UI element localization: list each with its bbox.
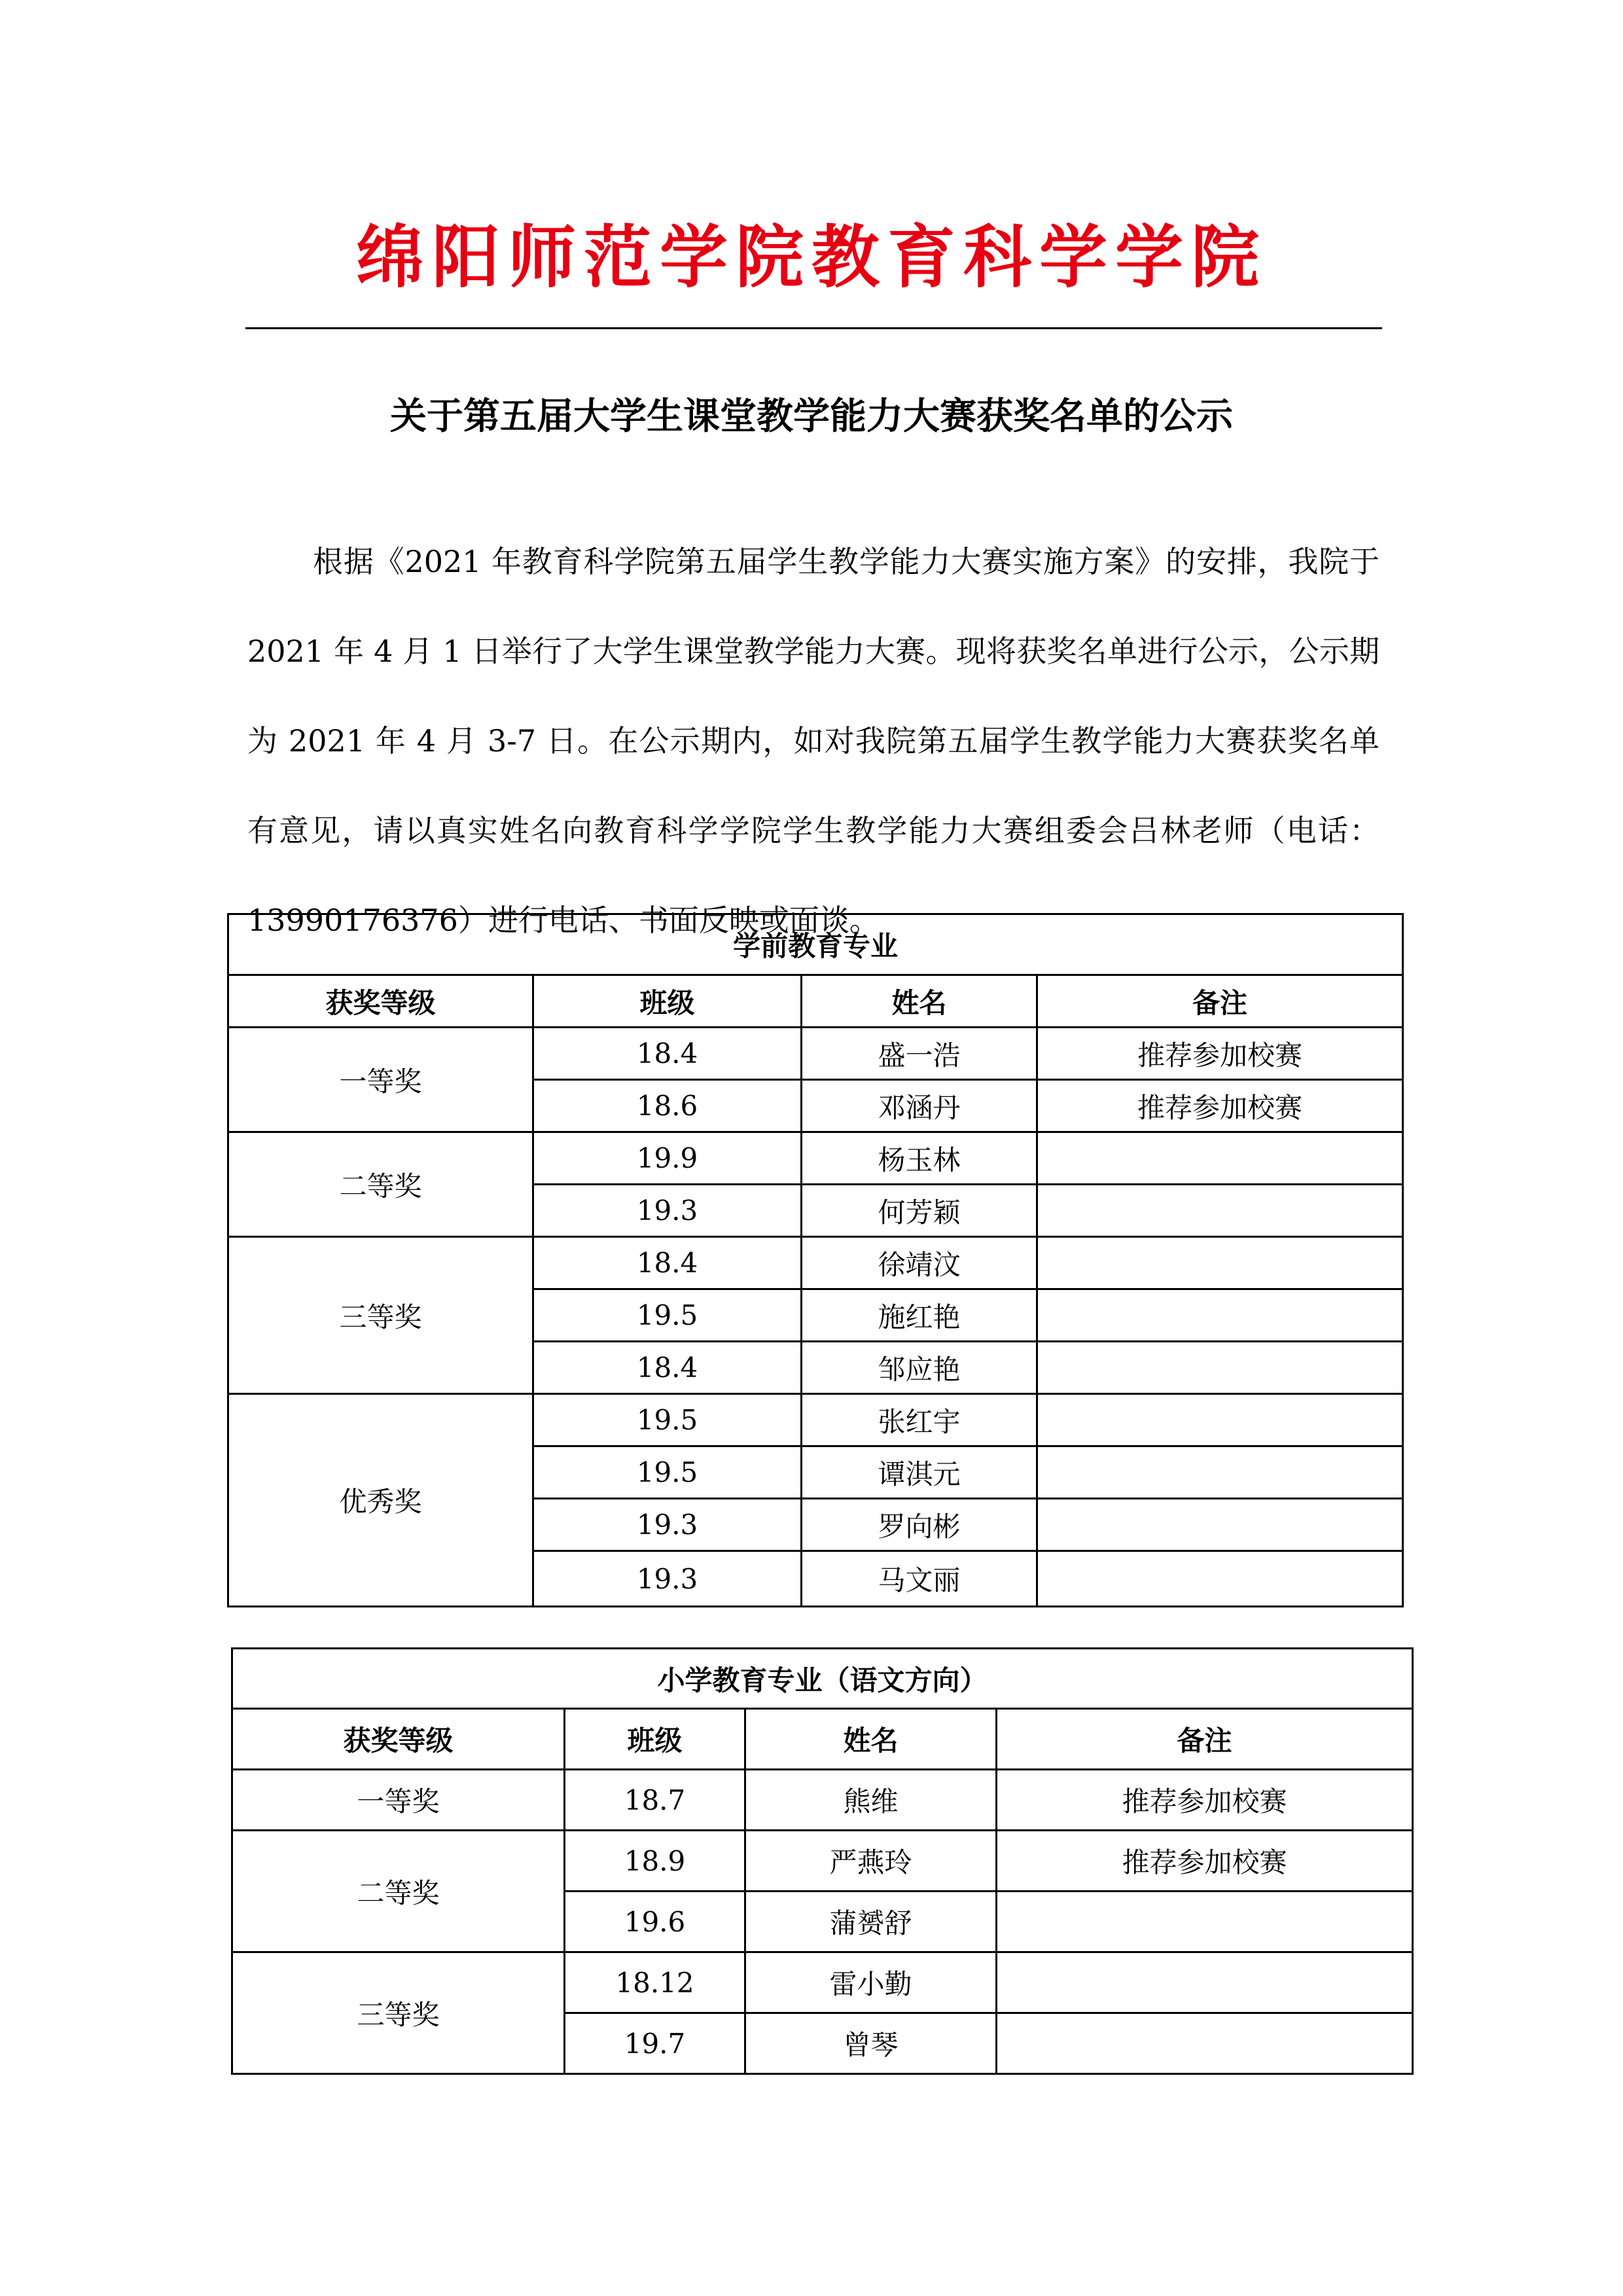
note-cell (997, 1952, 1413, 2013)
name-cell: 张红宇 (802, 1394, 1037, 1446)
award-level-cell: 优秀奖 (228, 1394, 533, 1607)
award-level-cell: 三等奖 (232, 1952, 565, 2074)
note-cell (1037, 1551, 1403, 1607)
name-cell: 邹应艳 (802, 1342, 1037, 1394)
note-cell (997, 2013, 1413, 2074)
class-cell: 18.12 (565, 1952, 745, 2013)
class-cell: 18.4 (533, 1237, 802, 1289)
table-row (232, 1831, 1413, 1892)
name-cell: 徐靖汶 (802, 1237, 1037, 1289)
class-cell: 19.5 (533, 1289, 802, 1342)
document-title: 关于第五届大学生课堂教学能力大赛获奖名单的公示 (390, 395, 1233, 438)
table-row (232, 1952, 1413, 2013)
name-cell: 曾琴 (745, 2013, 997, 2074)
name-cell: 马文丽 (802, 1551, 1037, 1607)
table-caption: 学前教育专业 (228, 914, 1403, 975)
name-cell: 施红艳 (802, 1289, 1037, 1342)
class-cell: 19.5 (533, 1446, 802, 1499)
name-cell: 罗向彬 (802, 1499, 1037, 1551)
name-cell: 严燕玲 (745, 1831, 997, 1892)
table-caption: 小学教育专业（语文方向） (232, 1649, 1413, 1709)
note-cell: 推荐参加校赛 (1037, 1080, 1403, 1132)
name-cell: 邓涵丹 (802, 1080, 1037, 1132)
class-cell: 18.6 (533, 1080, 802, 1132)
class-cell: 19.5 (533, 1394, 802, 1446)
class-cell: 19.7 (565, 2013, 745, 2074)
note-cell (1037, 1237, 1403, 1289)
table-row (228, 1237, 1403, 1289)
note-cell (1037, 1394, 1403, 1446)
award-level-cell: 三等奖 (228, 1237, 533, 1394)
class-cell: 19.9 (533, 1132, 802, 1185)
class-cell: 18.4 (533, 1028, 802, 1080)
note-cell (1037, 1132, 1403, 1185)
award-table-primary-chinese (231, 1647, 1414, 2075)
note-cell (997, 1892, 1413, 1952)
class-cell: 18.4 (533, 1342, 802, 1394)
class-cell: 19.3 (533, 1185, 802, 1237)
note-cell (1037, 1289, 1403, 1342)
table-row (228, 1028, 1403, 1080)
column-header-name: 姓名 (802, 975, 1037, 1028)
column-header-note: 备注 (997, 1709, 1413, 1770)
note-cell (1037, 1185, 1403, 1237)
class-cell: 19.3 (533, 1499, 802, 1551)
class-cell: 19.3 (533, 1551, 802, 1607)
name-cell: 雷小勤 (745, 1952, 997, 2013)
column-header-level: 获奖等级 (228, 975, 533, 1028)
award-level-cell: 一等奖 (228, 1028, 533, 1132)
note-cell: 推荐参加校赛 (997, 1831, 1413, 1892)
note-cell: 推荐参加校赛 (997, 1770, 1413, 1831)
note-cell (1037, 1446, 1403, 1499)
column-header-name: 姓名 (745, 1709, 997, 1770)
note-cell (1037, 1499, 1403, 1551)
class-cell: 18.9 (565, 1831, 745, 1892)
header-divider (245, 327, 1382, 329)
class-cell: 19.6 (565, 1892, 745, 1952)
column-header-level: 获奖等级 (232, 1709, 565, 1770)
note-cell: 推荐参加校赛 (1037, 1028, 1403, 1080)
name-cell: 熊维 (745, 1770, 997, 1831)
table-row (232, 1770, 1413, 1831)
table-row (228, 1394, 1403, 1446)
award-level-cell: 一等奖 (232, 1770, 565, 1831)
name-cell: 谭淇元 (802, 1446, 1037, 1499)
award-table-preschool (227, 913, 1404, 1607)
name-cell: 何芳颖 (802, 1185, 1037, 1237)
institution-header: 绵阳师范学院教育科学学院 (355, 217, 1267, 297)
name-cell: 盛一浩 (802, 1028, 1037, 1080)
award-level-cell: 二等奖 (232, 1831, 565, 1952)
note-cell (1037, 1342, 1403, 1394)
award-level-cell: 二等奖 (228, 1132, 533, 1237)
class-cell: 18.7 (565, 1770, 745, 1831)
table-row (228, 1132, 1403, 1185)
name-cell: 蒲赟舒 (745, 1892, 997, 1952)
announcement-body: 根据《2021 年教育科学院第五届学生教学能力大赛实施方案》的安排，我院于 2021 年 4 月 1 日举行了大学生课堂教学能力大赛。现将获奖名单进行公示，公示期为 2021 年 4 月 3-7 日。在公示期内，如对我院第五届学生教学能力大赛获奖名单有意见，请以真实姓名向教育科学学院学生教学能力大赛组委会吕林老师（电话：13990176376）进行电话、书面反映或面谈。 (247, 544, 1380, 938)
column-header-class: 班级 (533, 975, 802, 1028)
name-cell: 杨玉林 (802, 1132, 1037, 1185)
column-header-note: 备注 (1037, 975, 1403, 1028)
column-header-class: 班级 (565, 1709, 745, 1770)
